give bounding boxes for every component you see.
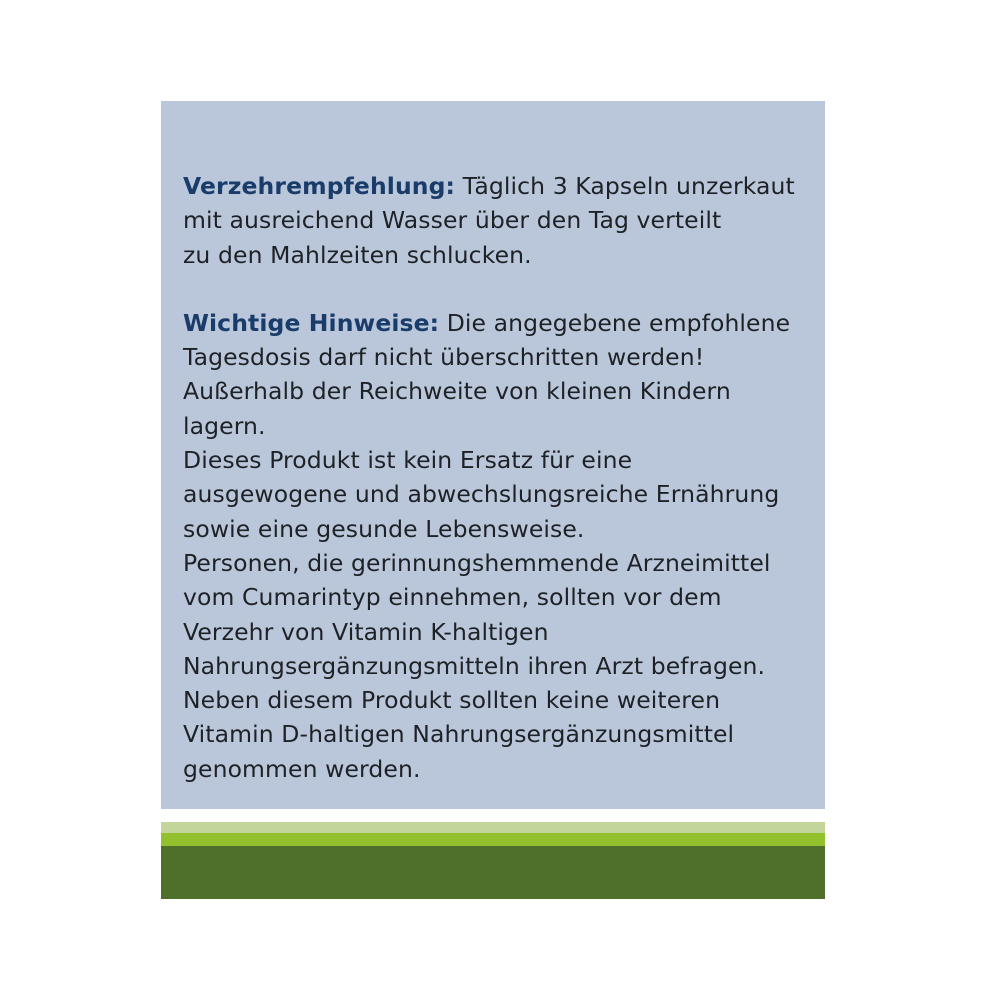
notes-text-line: ausgewogene und abwechslungsreiche Ernährung [183, 480, 780, 509]
notes-text-line: Neben diesem Produkt sollten keine weiteren [183, 686, 721, 715]
light-green-stripe [161, 822, 825, 833]
recommendation-heading: Verzehrempfehlung: [183, 172, 456, 200]
notes-text-line: lagern. [183, 411, 266, 440]
notes-text-line: Tagesdosis darf nicht überschritten werden! [183, 343, 705, 372]
dark-green-band [161, 846, 825, 899]
recommendation-text-line: Täglich 3 Kapseln unzerkaut [455, 172, 795, 200]
recommendation-first-line [183, 169, 805, 203]
notes-section [183, 306, 805, 786]
notes-text-line: Dieses Produkt ist kein Ersatz für eine [183, 446, 633, 475]
recommendation-text-line: mit ausreichend Wasser über den Tag verteilt [183, 206, 722, 235]
lime-green-stripe [161, 833, 825, 846]
notes-text-line: Die angegebene empfohlene [439, 308, 791, 337]
notes-text-line: Nahrungsergänzungsmitteln ihren Arzt befragen. [183, 651, 766, 680]
recommendation-section [183, 169, 805, 272]
recommendation-text-line: zu den Mahlzeiten schlucken. [183, 240, 532, 269]
product-info-panel [161, 101, 825, 809]
notes-text-line: Vitamin D-haltigen Nahrungsergänzungsmittel [183, 720, 735, 749]
notes-heading: Wichtige Hinweise: [183, 308, 440, 337]
notes-text-line: vom Cumarintyp einnehmen, sollten vor dem [183, 583, 722, 612]
notes-text-line: Außerhalb der Reichweite von kleinen Kindern [183, 377, 731, 406]
notes-text-line: sowie eine gesunde Lebensweise. [183, 514, 585, 543]
notes-text-line: Verzehr von Vitamin K-haltigen [183, 617, 549, 646]
notes-text-line: Personen, die gerinnungshemmende Arzneimittel [183, 548, 771, 577]
notes-text-line: genommen werden. [183, 754, 421, 783]
notes-first-line [183, 306, 805, 340]
